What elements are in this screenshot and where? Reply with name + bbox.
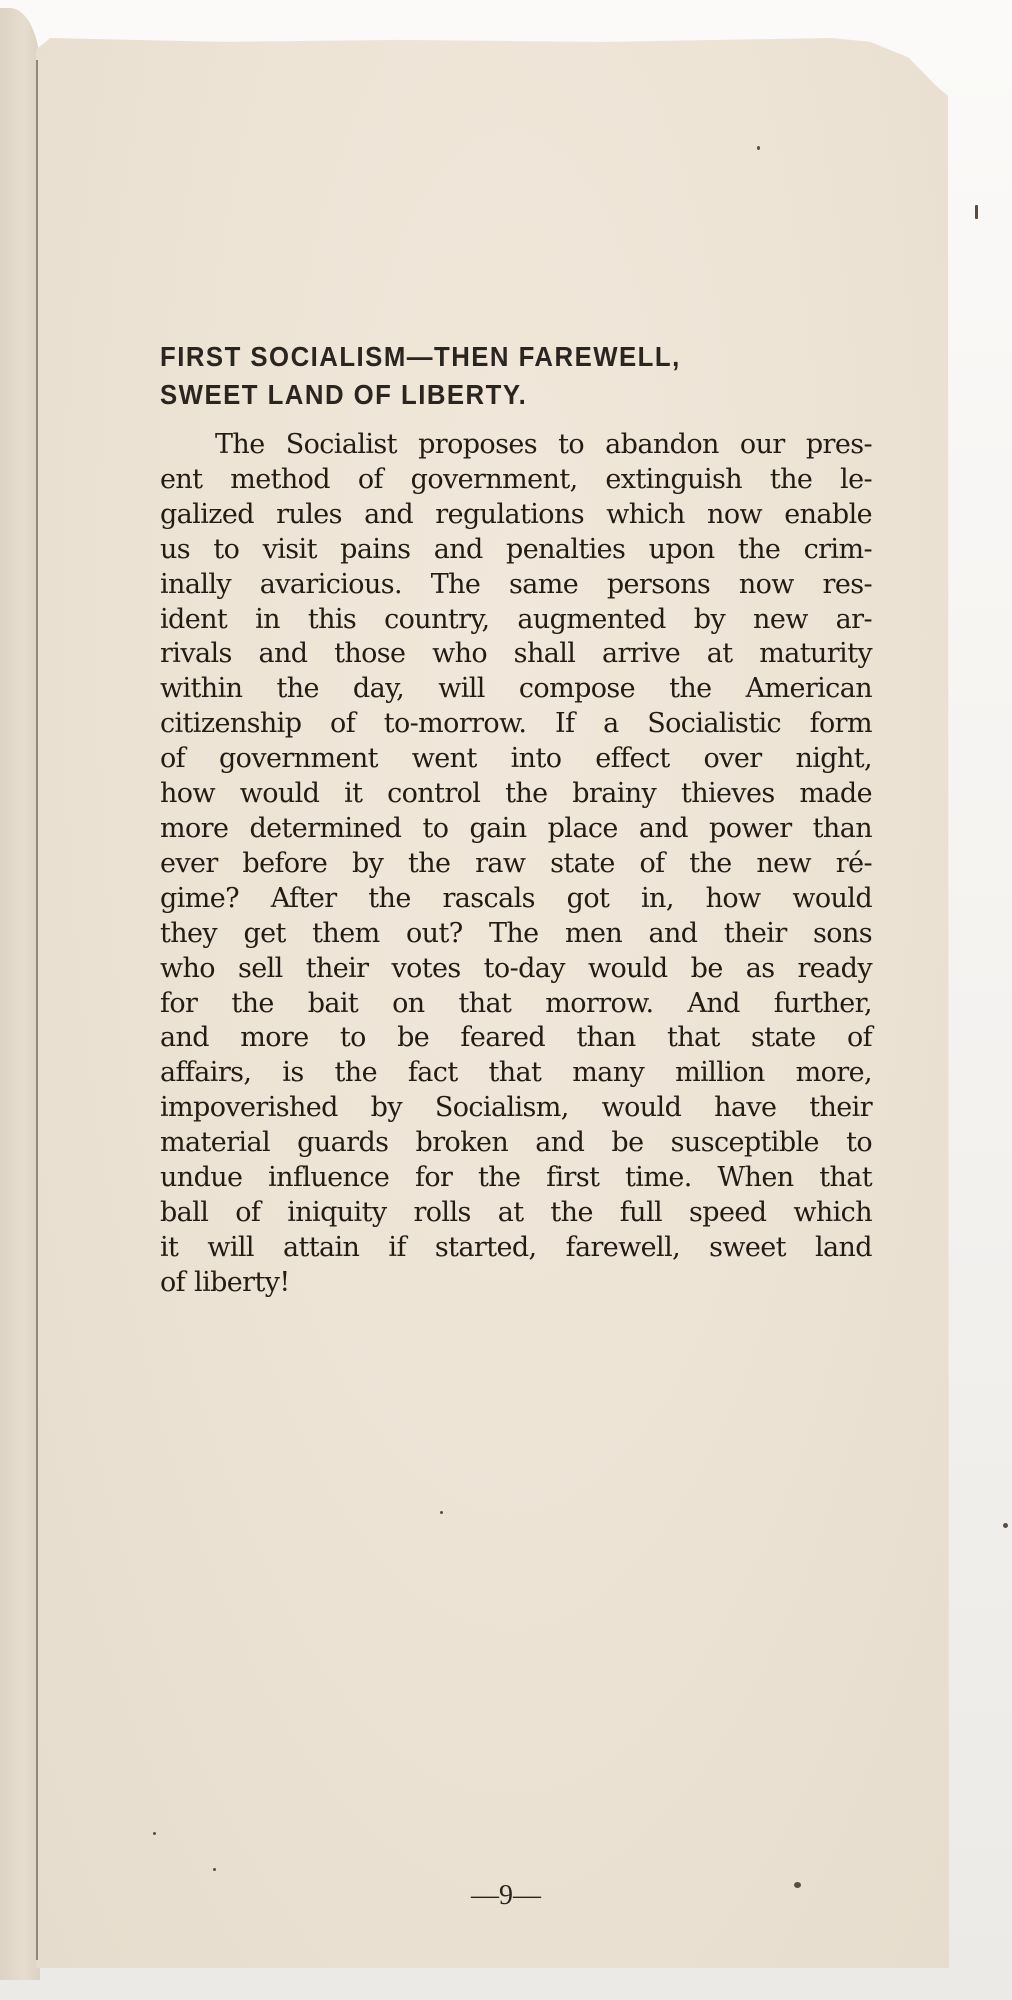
text-line: citizenship of to-morrow. If a Socialistic form xyxy=(160,708,872,740)
paper-speck xyxy=(153,1832,156,1835)
text-line: who sell their votes to-day would be as ready xyxy=(160,952,872,984)
heading-line: SWEET LAND OF LIBERTY. xyxy=(160,379,528,410)
previous-page-edge xyxy=(0,8,40,1980)
paper-speck xyxy=(213,1868,216,1871)
text-line: and more to be feared than that state of xyxy=(160,1022,872,1054)
text-line: undue influence for the first time. When that xyxy=(160,1162,872,1194)
text-line: inally avaricious. The same persons now res- xyxy=(160,568,872,600)
text-line: within the day, will compose the American xyxy=(160,673,872,705)
paper-speck xyxy=(975,205,978,219)
text-line: us to visit pains and penalties upon the crim- xyxy=(160,533,872,565)
body-paragraph xyxy=(160,428,872,1301)
text-line: ident in this country, augmented by new ar- xyxy=(160,603,872,635)
text-line: it will attain if started, farewell, sweet land xyxy=(160,1231,872,1263)
text-line: more determined to gain place and power than xyxy=(160,812,872,844)
page-number: —9— xyxy=(471,1880,541,1911)
text-line: they get them out? The men and their sons xyxy=(160,917,872,949)
heading-line: FIRST SOCIALISM—THEN FAREWELL, xyxy=(160,341,681,372)
document-content xyxy=(160,338,872,1301)
text-line: ball of iniquity rolls at the full speed which xyxy=(160,1196,872,1228)
text-line: gime? After the rascals got in, how would xyxy=(160,882,872,914)
document-heading xyxy=(160,338,878,414)
text-line: galized rules and regulations which now enable xyxy=(160,498,872,530)
text-line: for the bait on that morrow. And further, xyxy=(160,987,872,1019)
text-line: affairs, is the fact that many million more, xyxy=(160,1057,872,1089)
text-line: rivals and those who shall arrive at maturity xyxy=(160,638,872,670)
text-line: material guards broken and be susceptible to xyxy=(160,1127,872,1159)
paper-speck xyxy=(1003,1523,1008,1528)
text-line: of liberty! xyxy=(160,1266,290,1298)
text-line: of government went into effect over night, xyxy=(160,743,872,775)
text-line: ever before by the raw state of the new ré- xyxy=(160,847,872,879)
paper-speck xyxy=(440,1511,443,1514)
text-line: The Socialist proposes to abandon our pres- xyxy=(215,429,872,460)
paper-speck xyxy=(757,146,760,150)
text-line: impoverished by Socialism, would have their xyxy=(160,1092,872,1124)
page-gutter xyxy=(36,60,38,1960)
text-line: ent method of government, extinguish the le- xyxy=(160,463,872,495)
text-line: how would it control the brainy thieves made xyxy=(160,778,872,810)
